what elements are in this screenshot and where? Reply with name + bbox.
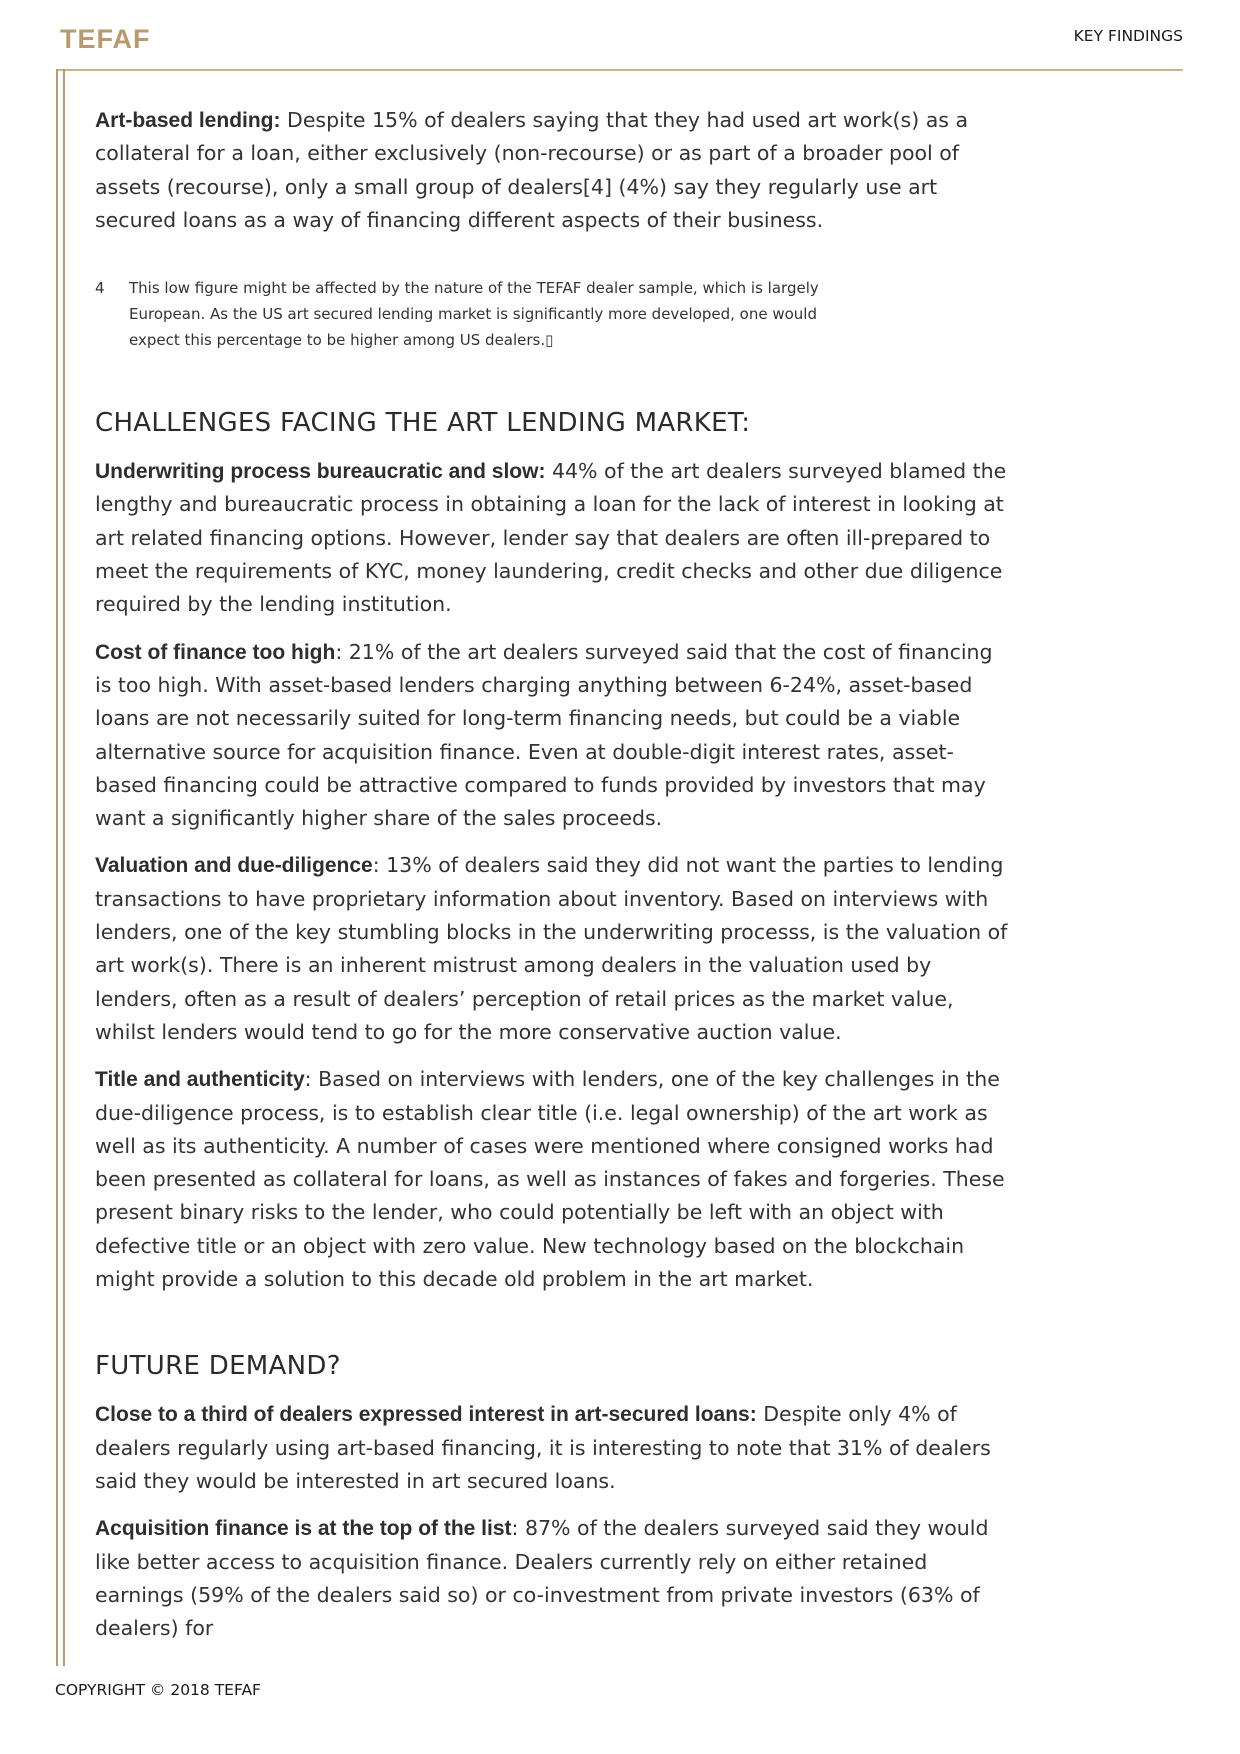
tefaf-logo: TEFAF	[60, 24, 151, 54]
challenge-paragraph	[95, 636, 1015, 836]
future-paragraph	[95, 1398, 1015, 1498]
paragraph-lead: Acquisition finance is at the top of the list	[95, 1517, 512, 1541]
paragraph-text: Despite only 4% of dealers regularly using art-based financing, it is interesting to note that 31% of dealers said they would be interested in art secured loans.	[95, 1402, 991, 1493]
paragraph-lead: Cost of finance too high	[95, 640, 336, 664]
future-paragraph	[95, 1512, 1015, 1645]
intro-paragraph	[95, 104, 1015, 237]
paragraph-lead: Title and authenticity	[95, 1068, 305, 1092]
footnote-number: 4	[95, 279, 105, 298]
paragraph-text: : 21% of the art dealers surveyed said that the cost of financing is too high. With asset-based lenders charging anything between 6-24%, asset-based loans are not necessarily suited for long-term financing needs, but could be a viable alternative source for acquisition finance. Even at double-digit interest rates, asset-based financing could be attractive compared to funds provided by investors that may want a significantly higher share of the sales proceeds.	[95, 639, 993, 831]
section-label: KEY FINDINGS	[1073, 27, 1183, 45]
paragraph-lead: Close to a third of dealers expressed interest in art-secured loans:	[95, 1403, 757, 1427]
paragraph-text: : Based on interviews with lenders, one of the key challenges in the due-diligence process, is to establish clear title (i.e. legal ownership) of the art work as well as its authenticity. A number of cases were mentioned where consigned works had been presented as collateral for loans, as well as instances of fakes and forgeries. These present binary risks to the lender, who could potentially be left with an object with defective title or an object with zero value. New technology based on the blockchain might provide a solution to this decade old problem in the art market.	[95, 1067, 1005, 1292]
header-divider	[56, 69, 1183, 71]
paragraph-text: 44% of the art dealers surveyed blamed the lengthy and bureaucratic process in obtaining a loan for the lack of interest in looking at art related financing options. However, lender say that dealers are often ill-prepared to meet the requirements of KYC, money laundering, credit checks and other due diligence required by the lending institution.	[95, 459, 1007, 617]
challenge-paragraph	[95, 849, 1015, 1049]
paragraph-text: : 87% of the dealers surveyed said they would like better access to acquisition finance. Dealers currently rely on either retained earnings (59% of the dealers said so) or co-investment from private investors (63% of dealers) for	[95, 1516, 989, 1641]
future-demand-heading: FUTURE DEMAND?	[95, 1351, 341, 1382]
copyright-footer: COPYRIGHT © 2018 TEFAF	[55, 1681, 261, 1699]
challenges-heading: CHALLENGES FACING THE ART LENDING MARKET:	[95, 408, 751, 439]
challenge-paragraph	[95, 1063, 1015, 1296]
page-content	[95, 104, 1015, 1659]
paragraph-text: : 13% of dealers said they did not want the parties to lending transactions to have proprietary information about inventory. Based on interviews with lenders, one of the key stumbling blocks in the underwriting processs, is the valuation of art work(s). There is an inherent mistrust among dealers in the valuation used by lenders, often as a result of dealers’ perception of retail prices as the market value, whilst lenders would tend to go for the more conservative auction value.	[95, 853, 1008, 1044]
footnote-text: This low figure might be affected by the nature of the TEFAF dealer sample, which is largely European. As the US art secured lending market is significantly more developed, one would expect this percentage to be higher among US dealers.▯	[129, 279, 819, 350]
margin-rule	[56, 69, 65, 1666]
paragraph-lead: Underwriting process bureaucratic and slow:	[95, 460, 546, 484]
paragraph-text: Despite 15% of dealers saying that they had used art work(s) as a collateral for a loan, either exclusively (non-recourse) or as part of a broader pool of assets (recourse), only a small group of dealers[4] (4%) say they regularly use art secured loans as a way of financing different aspects of their business.	[95, 108, 969, 232]
challenge-paragraph	[95, 455, 1015, 621]
paragraph-lead: Art-based lending:	[95, 109, 281, 132]
footnote	[95, 275, 855, 353]
paragraph-lead: Valuation and due-diligence	[95, 854, 373, 878]
